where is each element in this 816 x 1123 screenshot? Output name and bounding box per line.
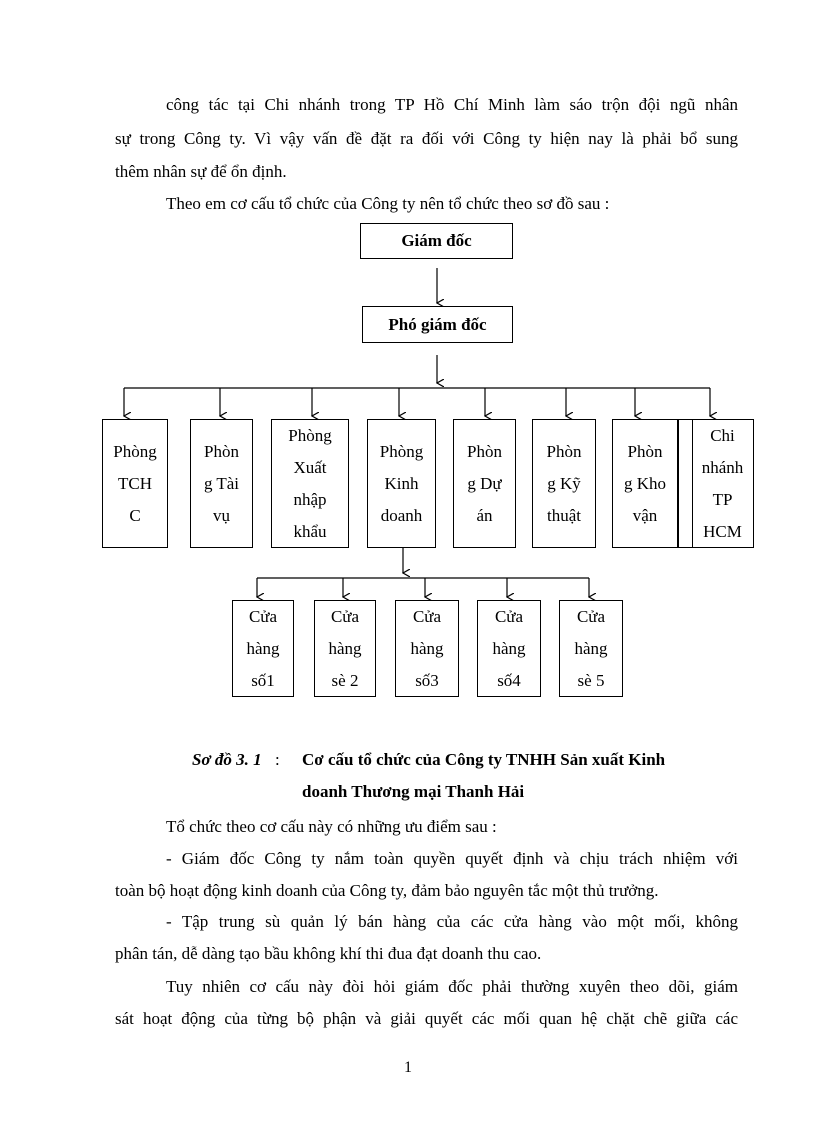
department-label-line: khẩu	[293, 521, 327, 541]
store-box-3	[395, 600, 459, 697]
body-paragraph-2-line-2: toàn bộ hoạt động kinh doanh của Công ty, đảm bảo nguyên tắc một thủ trưởng.	[115, 881, 659, 900]
store-label-line: Cửa	[576, 606, 606, 626]
store-box-4	[477, 600, 541, 697]
department-label-line: g Kho	[623, 473, 667, 493]
figure-number: Sơ đồ 3. 1	[192, 750, 262, 769]
director-box	[360, 223, 513, 259]
intro-line-1: công tác tại Chi nhánh trong TP Hồ Chí Minh làm sáo trộn đội ngũ nhân	[166, 95, 738, 114]
department-label-line: HCM	[703, 521, 742, 541]
department-label-line: TCH	[118, 473, 152, 493]
department-label-line: thuật	[547, 505, 581, 525]
department-label-line: Phòn	[204, 441, 239, 461]
store-label-line: số1	[251, 670, 275, 690]
figure-caption-label	[192, 750, 262, 770]
department-label-line: án	[476, 505, 493, 525]
store-label-line: Cửa	[248, 606, 278, 626]
department-label-line: g Tài	[203, 473, 240, 493]
intro-line-2: sự trong Công ty. Vì vậy vấn đề đặt ra đối với Công ty hiện nay là phải bổ sung	[115, 129, 738, 148]
department-label-line: g Kỹ	[547, 473, 581, 493]
page-number: 1	[404, 1059, 412, 1076]
store-box-1	[232, 600, 294, 697]
department-box-sales	[367, 419, 436, 548]
store-label-line: Cửa	[330, 606, 360, 626]
department-label-line: nhập	[293, 489, 327, 509]
branch-label-group	[689, 420, 744, 548]
director-label: Giám đốc	[401, 231, 472, 250]
store-label-line: sè 5	[577, 670, 605, 690]
department-box-technical	[532, 419, 596, 548]
department-label-line: Phòn	[627, 441, 663, 461]
department-label-line: Kinh	[384, 473, 419, 493]
store-label-line: số3	[415, 670, 439, 690]
body-paragraph-2-line-1: - Giám đốc Công ty nắm toàn quyền quyết định và chịu trách nhiệm với	[166, 849, 738, 868]
body-paragraph-4-line-1: Tuy nhiên cơ cấu này đòi hỏi giám đốc phải thường xuyên theo dõi, giám	[166, 977, 738, 996]
body-paragraph-3-line-2: phân tán, dễ dàng tạo bầu không khí thi đua đạt doanh thu cao.	[115, 944, 542, 963]
department-label-line: Xuất	[293, 457, 327, 477]
figure-caption-colon: :	[275, 750, 280, 769]
department-box-warehouse	[612, 419, 678, 548]
department-label-line: nhánh	[701, 457, 744, 477]
intro-line-3: thêm nhân sự để ổn định.	[115, 162, 287, 181]
store-label-line: số4	[497, 670, 521, 690]
department-box-hcm-branch	[678, 419, 754, 548]
store-box-2	[314, 600, 376, 697]
department-label-line: Chi	[710, 425, 735, 445]
department-label-line: Phòn	[546, 441, 582, 461]
department-label-line: doanh	[380, 505, 423, 525]
department-label-line: g Dự	[467, 473, 502, 493]
body-paragraph-4-line-2: sát hoạt động của từng bộ phận và giải quyết các mối quan hệ chặt chẽ giữa các	[115, 1009, 738, 1028]
store-label-line: hàng	[328, 638, 362, 658]
department-label-line: Phòng	[288, 425, 332, 445]
store-label-line: sè 2	[331, 670, 359, 690]
body-paragraph-3-line-1: - Tập trung sù quản lý bán hàng của các cửa hàng vào một mối, không	[166, 912, 738, 931]
department-label-line: Phòn	[467, 441, 502, 461]
department-label-line: vận	[632, 505, 658, 525]
department-label-line: TP	[712, 489, 733, 509]
deputy-director-box	[362, 306, 513, 343]
department-box-tchc	[102, 419, 168, 548]
intro-line-4: Theo em cơ cấu tổ chức của Công ty nên tổ chức theo sơ đồ sau :	[166, 194, 610, 213]
branch-box-divider	[692, 420, 693, 547]
figure-caption-title-2: doanh Thương mại Thanh Hải	[302, 782, 525, 801]
department-box-import-export	[271, 419, 349, 548]
store-label-line: Cửa	[412, 606, 442, 626]
store-label-line: hàng	[492, 638, 526, 658]
department-label-line: Phòng	[113, 441, 157, 461]
department-box-finance	[190, 419, 253, 548]
department-label-line: vụ	[213, 505, 230, 525]
body-paragraph-1: Tổ chức theo cơ cấu này có những ưu điểm sau :	[166, 817, 497, 836]
store-label-line: hàng	[410, 638, 444, 658]
deputy-director-label: Phó giám đốc	[388, 314, 487, 334]
figure-caption-title-1: Cơ cấu tổ chức của Công ty TNHH Sản xuất Kinh	[302, 750, 666, 769]
department-label-line: C	[129, 505, 141, 525]
store-label-line: hàng	[246, 638, 280, 658]
department-label-line: Phòng	[379, 441, 424, 461]
store-label-line: hàng	[574, 638, 608, 658]
store-box-5	[559, 600, 623, 697]
store-label-line: Cửa	[494, 606, 524, 626]
department-box-projects	[453, 419, 516, 548]
